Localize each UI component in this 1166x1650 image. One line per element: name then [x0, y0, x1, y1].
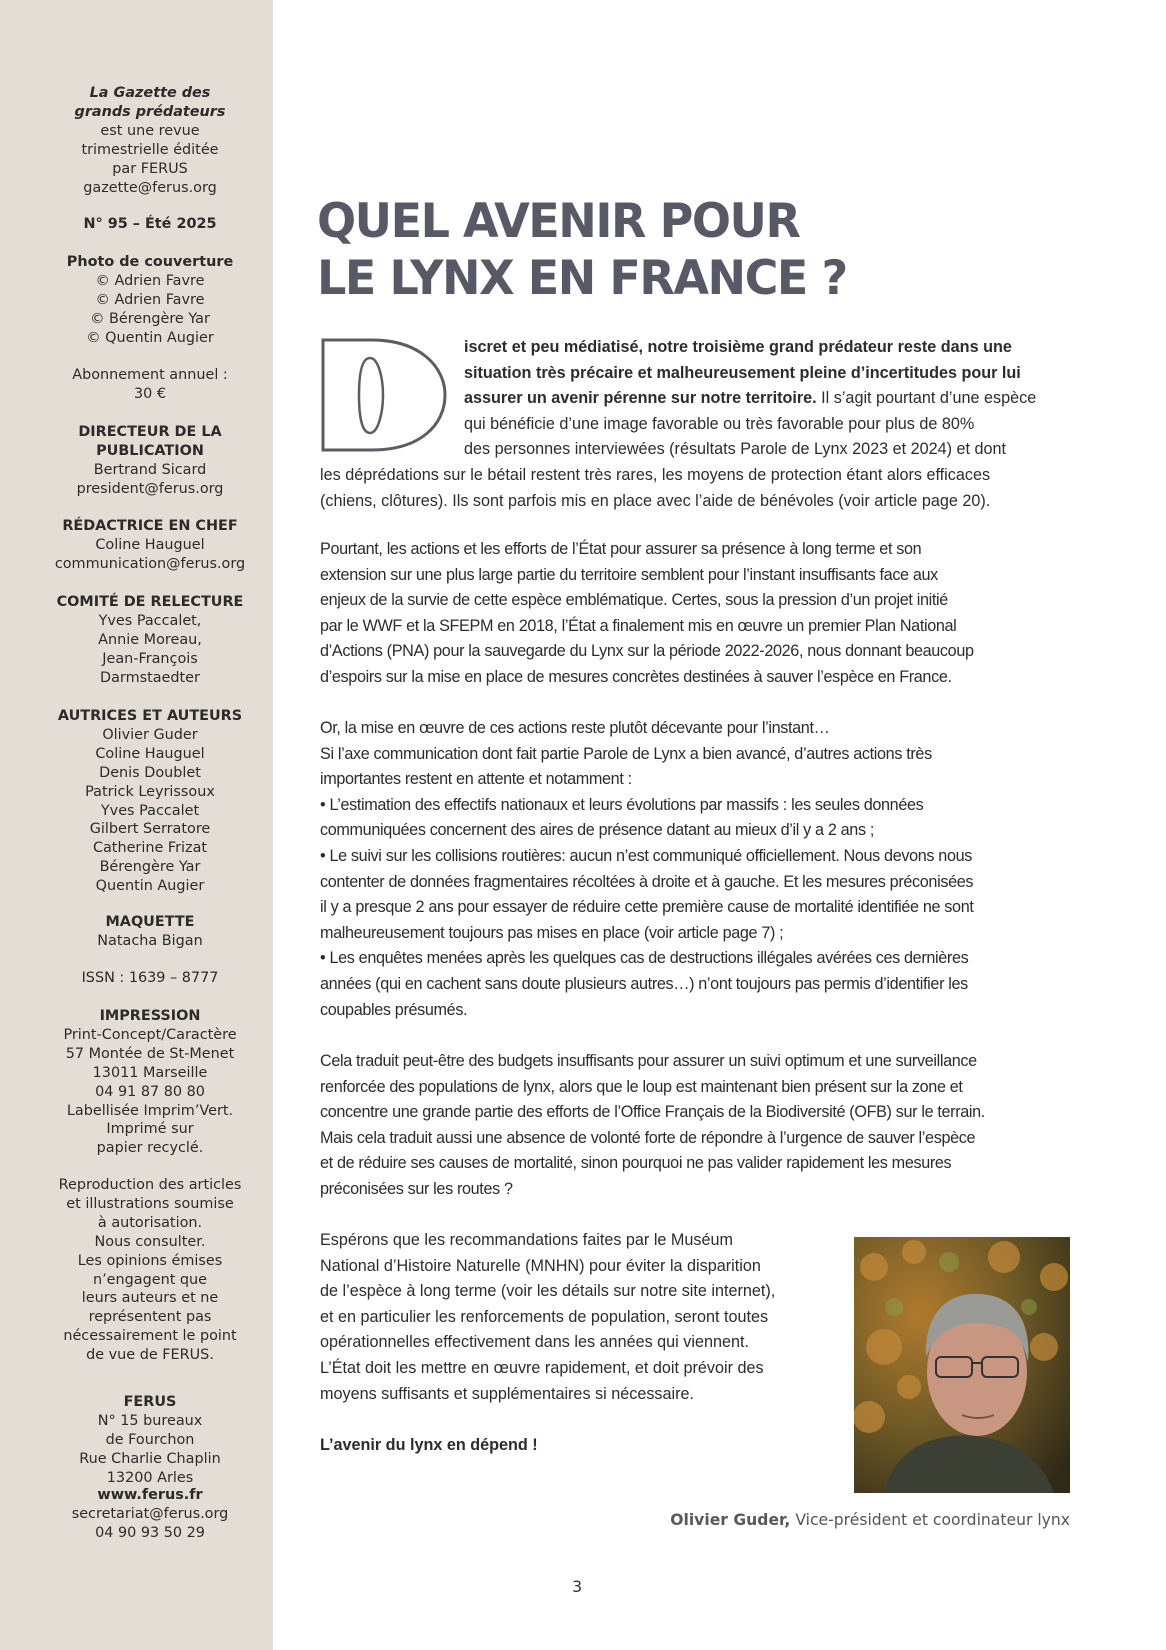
masthead-line: Coline Hauguel: [95, 536, 205, 553]
masthead-line: Natacha Bigan: [97, 932, 203, 949]
paragraph-line: coupables présumés.: [320, 1000, 468, 1019]
masthead-line: PUBLICATION: [96, 442, 204, 459]
author-role: Vice-président et coordinateur lynx: [790, 1511, 1070, 1529]
article-paragraph-3: [320, 716, 1065, 1023]
intro-text: Il s’agit pourtant d’une espèce: [816, 389, 1037, 408]
author-caption: [670, 1511, 1070, 1529]
masthead-line: 13011 Marseille: [92, 1064, 208, 1081]
masthead-block: [40, 593, 260, 688]
paragraph-line: National d’Histoire Naturelle (MNHN) pour éviter la disparition: [320, 1256, 761, 1275]
masthead-line: 30 €: [133, 385, 167, 402]
masthead-line: Denis Doublet: [99, 764, 201, 781]
author-name: Olivier Guder,: [670, 1511, 791, 1529]
paragraph-line: Pourtant, les actions et les efforts de l’État pour assurer sa présence à long terme et son: [320, 540, 922, 558]
masthead-line: grands prédateurs: [74, 103, 226, 120]
masthead-line: Yves Paccalet,: [98, 612, 202, 629]
masthead-line: Print-Concept/Caractère: [63, 1026, 237, 1043]
masthead-line: Labellisée Imprim’Vert.: [66, 1102, 234, 1119]
masthead-line: Les opinions émises: [77, 1252, 223, 1269]
paragraph-line: contenter de données fragmentaires récoltées à droite et à gauche. Et les mesures préconisées: [320, 872, 974, 891]
paragraph-line: concentre une grande partie des efforts de l’Office Français de la Biodiversité (OFB) sur le terrain.: [320, 1103, 985, 1122]
masthead-line: 04 90 93 50 29: [95, 1524, 205, 1541]
paragraph-line: malheureusement toujours pas mises en place (voir article page 7) ;: [320, 923, 784, 942]
masthead-line: president@ferus.org: [76, 480, 224, 497]
masthead-block: [40, 1007, 260, 1158]
masthead-line: par FERUS: [112, 160, 188, 177]
masthead-line: Gilbert Serratore: [89, 821, 211, 838]
paragraph-line: opérationnelles effectivement dans les années qui viennent.: [320, 1333, 749, 1352]
portrait-image: [854, 1237, 1070, 1493]
masthead-line: à autorisation.: [97, 1214, 203, 1231]
masthead-line: nécessairement le point: [63, 1328, 237, 1345]
intro-line: [320, 463, 1065, 489]
paragraph-line: Espérons que les recommandations faites par le Muséum: [320, 1231, 733, 1249]
article-closing: L’avenir du lynx en dépend !: [320, 1436, 538, 1454]
masthead-line: Photo de couverture: [66, 254, 234, 270]
masthead-line: papier recyclé.: [96, 1140, 204, 1157]
masthead-line: 04 91 87 80 80: [95, 1083, 205, 1100]
masthead-line: La Gazette des: [89, 85, 211, 101]
masthead-line: Rue Charlie Chaplin: [79, 1450, 221, 1467]
intro-lead-bold: iscret et peu médiatisé, notre troisième grand prédateur reste dans une: [464, 338, 1012, 356]
masthead-line: AUTRICES ET AUTEURS: [57, 708, 243, 724]
paragraph-line: d’espoirs sur la mise en place de mesures concrètes destinées à sauver l’espèce en France.: [320, 667, 952, 686]
masthead-block: [40, 1176, 260, 1365]
masthead-line: COMITÉ DE RELECTURE: [56, 594, 244, 610]
masthead-sidebar: [0, 0, 273, 1650]
masthead-line: Olivier Guder: [102, 726, 198, 743]
intro-text: qui bénéficie d’une image favorable ou très favorable pour plus de 80%: [464, 414, 975, 433]
intro-line: [320, 335, 1065, 361]
masthead-block: [40, 1393, 260, 1488]
paragraph-line: Si l’axe communication dont fait partie Parole de Lynx a bien avancé, d’autres actions très: [320, 744, 932, 763]
article-intro: [320, 335, 1065, 514]
masthead-line: Annie Moreau,: [98, 631, 202, 648]
masthead-line: de vue de FERUS.: [86, 1347, 214, 1364]
masthead-block: [40, 253, 260, 348]
masthead-line: leurs auteurs et ne: [81, 1290, 219, 1307]
masthead-line: N° 95 – Été 2025: [83, 216, 217, 232]
masthead-line: 57 Montée de St-Menet: [65, 1045, 235, 1062]
paragraph-line: communiquées concernent des aires de présence datant au mieux d’il y a 2 ans ;: [320, 821, 874, 840]
paragraph-line: extension sur une plus large partie du territoire semblent pour l’instant insuffisants face aux: [320, 565, 938, 584]
author-photo: [854, 1237, 1070, 1493]
masthead-line: FERUS: [123, 1394, 177, 1410]
masthead-line: Bertrand Sicard: [93, 461, 207, 478]
paragraph-line: • L’estimation des effectifs nationaux et leurs évolutions par massifs : les seules données: [320, 795, 924, 814]
paragraph-line: préconisées sur les routes ?: [320, 1179, 513, 1198]
page-number: 3: [572, 1577, 583, 1596]
masthead-block: [40, 366, 260, 404]
paragraph-line: Mais cela traduit aussi une absence de volonté forte de répondre à l’urgence de sauver l’espèce: [320, 1128, 976, 1147]
masthead-block: [40, 84, 260, 197]
article-paragraph-5: [320, 1228, 840, 1407]
intro-lead-bold: assurer un avenir pérenne sur notre territoire.: [464, 389, 817, 408]
masthead-line: Yves Paccalet: [100, 802, 200, 819]
masthead-line: © Bérengère Yar: [90, 310, 210, 327]
intro-line: [320, 437, 1065, 463]
paragraph-line: et en particulier les renforcements de population, seront toutes: [320, 1307, 769, 1326]
paragraph-line: et de réduire ses causes de mortalité, sinon pourquoi ne pas valider rapidement les mesures: [320, 1154, 952, 1173]
masthead-block: [40, 913, 260, 951]
paragraph-line: renforcée des populations de lynx, alors que le loup est maintenant bien présent sur la zone et: [320, 1077, 963, 1096]
intro-line: [320, 386, 1065, 412]
intro-text: (chiens, clôtures). Ils sont parfois mis en place avec l’aide de bénévoles (voir article page 20).: [320, 491, 991, 510]
masthead-line: trimestrielle éditée: [81, 141, 219, 158]
masthead-block: [40, 517, 260, 574]
masthead-line: Reproduction des articles: [58, 1177, 242, 1193]
masthead-line: RÉDACTRICE EN CHEF: [62, 518, 238, 534]
paragraph-line: d’Actions (PNA) pour la sauvegarde du Lynx sur la période 2022-2026, nous donnant beaucoup: [320, 642, 974, 661]
intro-line: [320, 361, 1065, 387]
masthead-line: Abonnement annuel :: [72, 367, 228, 383]
title-line-2: LE LYNX EN FRANCE ?: [317, 251, 847, 306]
masthead-line: Bérengère Yar: [99, 859, 201, 876]
masthead-block: [40, 1486, 260, 1543]
paragraph-line: enjeux de la survie de cette espèce emblématique. Certes, sous la pression d’un projet initié: [320, 591, 948, 610]
intro-line: [320, 489, 1065, 515]
masthead-line: est une revue: [100, 122, 200, 139]
paragraph-line: • Le suivi sur les collisions routières: aucun n’est communiqué officiellement. Nous devons nous: [320, 846, 972, 865]
paragraph-line: L’État doit les mettre en œuvre rapidement, et doit prévoir des: [320, 1358, 764, 1377]
masthead-line: Nous consulter.: [94, 1233, 206, 1250]
masthead-block: [40, 215, 260, 234]
article-title: [317, 193, 847, 307]
masthead-line: secretariat@ferus.org: [71, 1505, 229, 1522]
masthead-line: www.ferus.fr: [97, 1487, 203, 1503]
masthead-line: Darmstaedter: [100, 669, 200, 686]
masthead-line: ISSN : 1639 – 8777: [81, 970, 219, 986]
masthead-line: et illustrations soumise: [66, 1195, 234, 1212]
masthead-block: [40, 423, 260, 499]
paragraph-line: importantes restent en attente et notamment :: [320, 770, 632, 789]
paragraph-line: Or, la mise en œuvre de ces actions reste plutôt décevante pour l’instant…: [320, 719, 830, 737]
article-paragraph-4: [320, 1049, 1065, 1203]
masthead-line: Catherine Frizat: [92, 840, 208, 857]
paragraph-line: par le WWF et la SFEPM en 2018, l’État a finalement mis en œuvre un premier Plan National: [320, 616, 957, 635]
masthead-line: communication@ferus.org: [54, 555, 246, 572]
masthead-line: MAQUETTE: [105, 914, 195, 930]
masthead-block: [40, 969, 260, 988]
masthead-line: © Adrien Favre: [95, 272, 205, 289]
intro-lead-bold: situation très précaire et malheureusement pleine d’incertitudes pour lui: [464, 363, 1021, 382]
masthead-block: [40, 707, 260, 896]
masthead-line: Imprimé sur: [106, 1121, 194, 1138]
masthead-line: de Fourchon: [105, 1431, 195, 1448]
paragraph-line: moyens suffisants et supplémentaires si nécessaire.: [320, 1384, 694, 1403]
masthead-line: IMPRESSION: [99, 1008, 201, 1024]
masthead-line: © Quentin Augier: [86, 329, 214, 346]
paragraph-line: il y a presque 2 ans pour essayer de réduire cette première cause de mortalité identifiée ne sont: [320, 898, 974, 917]
article-paragraph-2: [320, 537, 1065, 691]
intro-text: les déprédations sur le bétail restent très rares, les moyens de protection étant alors efficaces: [320, 465, 991, 484]
title-line-1: QUEL AVENIR POUR: [317, 194, 800, 249]
masthead-line: Quentin Augier: [95, 878, 205, 895]
paragraph-line: de l’espèce à long terme (voir les détails sur notre site internet),: [320, 1282, 776, 1301]
masthead-line: n’engagent que: [92, 1271, 208, 1288]
masthead-line: 13200 Arles: [106, 1469, 194, 1486]
masthead-line: © Adrien Favre: [95, 291, 205, 308]
masthead-line: représentent pas: [88, 1309, 212, 1326]
masthead-line: Coline Hauguel: [95, 745, 205, 762]
paragraph-line: années (qui en cachent sans doute plusieurs autres…) n’ont toujours pas permis d’identifier les: [320, 974, 968, 993]
intro-line: [320, 412, 1065, 438]
paragraph-line: Cela traduit peut-être des budgets insuffisants pour assurer un suivi optimum et une surveillance: [320, 1052, 977, 1070]
masthead-line: N° 15 bureaux: [97, 1412, 203, 1429]
masthead-line: Patrick Leyrissoux: [85, 783, 215, 800]
masthead-line: DIRECTEUR DE LA: [78, 424, 222, 440]
masthead-line: gazette@ferus.org: [83, 179, 217, 196]
masthead-line: Jean-François: [102, 650, 198, 667]
intro-text: des personnes interviewées (résultats Parole de Lynx 2023 et 2024) et dont: [464, 440, 1007, 459]
paragraph-line: • Les enquêtes menées après les quelques cas de destructions illégales avérées ces dernières: [320, 949, 969, 968]
